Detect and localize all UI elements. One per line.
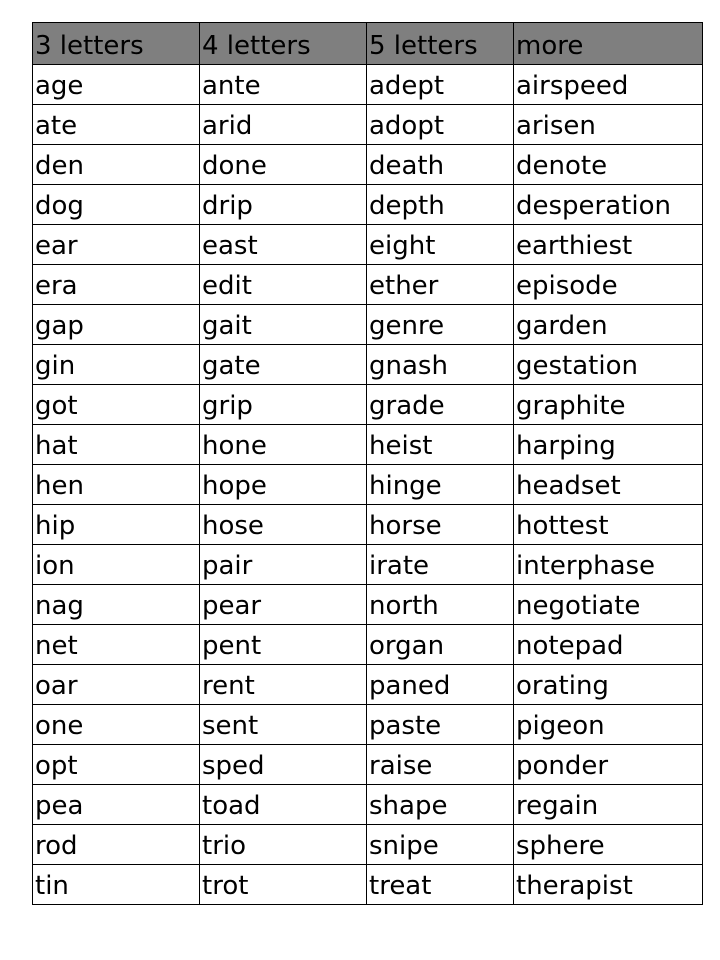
- table-row: [33, 505, 703, 545]
- table-cell-5-letter-word: adept: [367, 65, 514, 105]
- table-cell-5-letter-word: horse: [367, 505, 514, 545]
- table-cell-4-letter-word: east: [200, 225, 367, 265]
- table-cell-long-word: orating: [514, 665, 703, 705]
- table-cell-3-letter-word: opt: [33, 745, 200, 785]
- table-cell-long-word: notepad: [514, 625, 703, 665]
- table-row: [33, 865, 703, 905]
- table-row: [33, 745, 703, 785]
- table-cell-5-letter-word: gnash: [367, 345, 514, 385]
- table-cell-long-word: graphite: [514, 385, 703, 425]
- table-cell-long-word: garden: [514, 305, 703, 345]
- table-row: [33, 705, 703, 745]
- table-cell-long-word: airspeed: [514, 65, 703, 105]
- table-cell-3-letter-word: got: [33, 385, 200, 425]
- table-row: [33, 465, 703, 505]
- table-cell-5-letter-word: death: [367, 145, 514, 185]
- table-row: [33, 65, 703, 105]
- table-cell-4-letter-word: ante: [200, 65, 367, 105]
- table-cell-3-letter-word: tin: [33, 865, 200, 905]
- table-cell-5-letter-word: eight: [367, 225, 514, 265]
- table-cell-3-letter-word: ion: [33, 545, 200, 585]
- table-cell-3-letter-word: gap: [33, 305, 200, 345]
- table-cell-long-word: earthiest: [514, 225, 703, 265]
- table-cell-long-word: desperation: [514, 185, 703, 225]
- table-row: [33, 625, 703, 665]
- table-cell-5-letter-word: paste: [367, 705, 514, 745]
- table-cell-4-letter-word: pent: [200, 625, 367, 665]
- table-cell-3-letter-word: gin: [33, 345, 200, 385]
- table-row: [33, 185, 703, 225]
- table-cell-4-letter-word: edit: [200, 265, 367, 305]
- table-cell-3-letter-word: dog: [33, 185, 200, 225]
- table-cell-3-letter-word: one: [33, 705, 200, 745]
- table-cell-4-letter-word: rent: [200, 665, 367, 705]
- table-cell-long-word: interphase: [514, 545, 703, 585]
- table-cell-long-word: sphere: [514, 825, 703, 865]
- table-cell-4-letter-word: gate: [200, 345, 367, 385]
- column-header-3-letters: 3 letters: [33, 23, 200, 65]
- table-cell-5-letter-word: grade: [367, 385, 514, 425]
- table-cell-3-letter-word: hip: [33, 505, 200, 545]
- table-row: [33, 345, 703, 385]
- table-cell-3-letter-word: ear: [33, 225, 200, 265]
- table-cell-4-letter-word: sent: [200, 705, 367, 745]
- table-cell-3-letter-word: oar: [33, 665, 200, 705]
- table-cell-long-word: headset: [514, 465, 703, 505]
- table-cell-long-word: therapist: [514, 865, 703, 905]
- table-cell-4-letter-word: hose: [200, 505, 367, 545]
- table-cell-long-word: gestation: [514, 345, 703, 385]
- table-cell-long-word: pigeon: [514, 705, 703, 745]
- table-cell-long-word: hottest: [514, 505, 703, 545]
- table-row: [33, 385, 703, 425]
- table-cell-5-letter-word: genre: [367, 305, 514, 345]
- table-row: [33, 225, 703, 265]
- table-cell-5-letter-word: hinge: [367, 465, 514, 505]
- table-cell-5-letter-word: adopt: [367, 105, 514, 145]
- table-row: [33, 145, 703, 185]
- table-cell-3-letter-word: nag: [33, 585, 200, 625]
- table-cell-long-word: harping: [514, 425, 703, 465]
- table-cell-long-word: ponder: [514, 745, 703, 785]
- table-cell-5-letter-word: shape: [367, 785, 514, 825]
- table-cell-4-letter-word: drip: [200, 185, 367, 225]
- table-cell-long-word: denote: [514, 145, 703, 185]
- table-cell-5-letter-word: organ: [367, 625, 514, 665]
- table-cell-3-letter-word: rod: [33, 825, 200, 865]
- table-cell-4-letter-word: hone: [200, 425, 367, 465]
- table-cell-3-letter-word: net: [33, 625, 200, 665]
- table-cell-4-letter-word: grip: [200, 385, 367, 425]
- table-row: [33, 305, 703, 345]
- table-cell-4-letter-word: arid: [200, 105, 367, 145]
- table-cell-4-letter-word: pair: [200, 545, 367, 585]
- table-cell-3-letter-word: age: [33, 65, 200, 105]
- table-cell-3-letter-word: den: [33, 145, 200, 185]
- table-cell-3-letter-word: ate: [33, 105, 200, 145]
- table-cell-4-letter-word: trot: [200, 865, 367, 905]
- table-cell-3-letter-word: pea: [33, 785, 200, 825]
- table-row: [33, 265, 703, 305]
- table-cell-4-letter-word: gait: [200, 305, 367, 345]
- table-cell-3-letter-word: hen: [33, 465, 200, 505]
- table-cell-5-letter-word: ether: [367, 265, 514, 305]
- table-row: [33, 585, 703, 625]
- table-row: [33, 425, 703, 465]
- table-cell-4-letter-word: sped: [200, 745, 367, 785]
- table-cell-3-letter-word: era: [33, 265, 200, 305]
- table-row: [33, 105, 703, 145]
- table-row: [33, 785, 703, 825]
- column-header-5-letters: 5 letters: [367, 23, 514, 65]
- table-cell-long-word: regain: [514, 785, 703, 825]
- table-cell-5-letter-word: snipe: [367, 825, 514, 865]
- table-cell-5-letter-word: north: [367, 585, 514, 625]
- table-cell-3-letter-word: hat: [33, 425, 200, 465]
- table-cell-4-letter-word: trio: [200, 825, 367, 865]
- word-table: [32, 22, 703, 905]
- table-cell-4-letter-word: hope: [200, 465, 367, 505]
- column-header-4-letters: 4 letters: [200, 23, 367, 65]
- table-cell-4-letter-word: done: [200, 145, 367, 185]
- table-cell-long-word: arisen: [514, 105, 703, 145]
- table-cell-5-letter-word: raise: [367, 745, 514, 785]
- table-cell-long-word: episode: [514, 265, 703, 305]
- table-cell-long-word: negotiate: [514, 585, 703, 625]
- table-cell-5-letter-word: irate: [367, 545, 514, 585]
- table-cell-4-letter-word: toad: [200, 785, 367, 825]
- header-row: [33, 23, 703, 65]
- table-row: [33, 665, 703, 705]
- table-row: [33, 545, 703, 585]
- table-row: [33, 825, 703, 865]
- table-cell-4-letter-word: pear: [200, 585, 367, 625]
- table-cell-5-letter-word: heist: [367, 425, 514, 465]
- column-header-more: more: [514, 23, 703, 65]
- table-cell-5-letter-word: treat: [367, 865, 514, 905]
- word-rows: [33, 65, 703, 905]
- table-cell-5-letter-word: depth: [367, 185, 514, 225]
- table-cell-5-letter-word: paned: [367, 665, 514, 705]
